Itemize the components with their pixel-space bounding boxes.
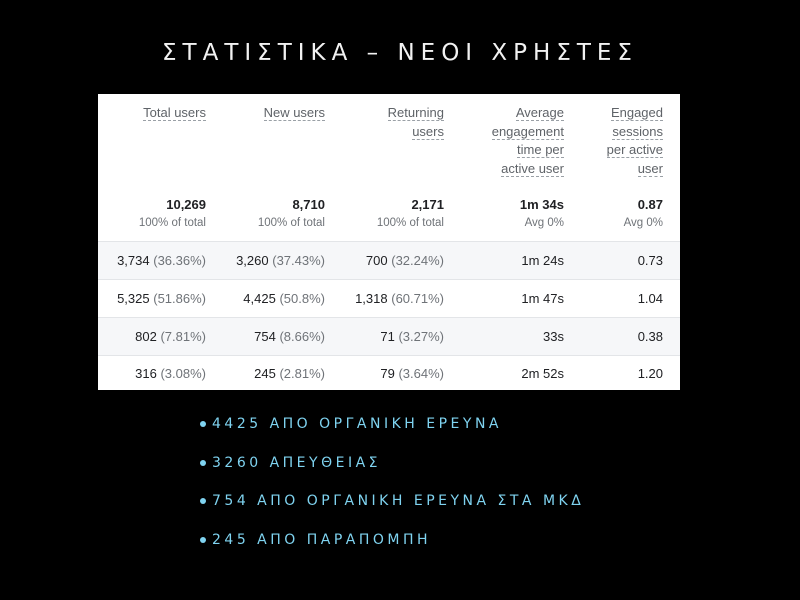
column-header-label: sessions — [612, 123, 663, 139]
total-subtext: 100% of total — [257, 217, 325, 229]
cell-returning-users: 79 (3.64%) — [380, 365, 444, 381]
column-header-label: active user — [501, 160, 564, 176]
column-header-label: users — [412, 123, 444, 139]
cell-engaged-sessions: 1.20 — [637, 365, 663, 381]
cell-new-users: 3,260 (37.43%) — [236, 253, 325, 268]
column-header-label: New users — [263, 105, 325, 120]
table-header — [98, 94, 680, 241]
cell-total-users: 802 (7.81%) — [135, 329, 206, 344]
bullet-text: 754 ΑΠΟ ΟΡΓΑΝΙΚΗ ΕΡΕΥΝΑ ΣΤΑ ΜΚΔ — [212, 493, 585, 510]
totals-row — [98, 196, 680, 232]
cell-avg-engagement-time: 33s — [543, 329, 564, 344]
column-header-label: Engaged — [610, 105, 663, 120]
summary-bullet-list — [200, 405, 584, 559]
users-stats-table — [98, 94, 680, 390]
bullet-item — [200, 482, 584, 521]
column-header-label: per active — [606, 142, 663, 157]
cell-new-users: 4,425 (50.8%) — [243, 291, 325, 306]
table-row[interactable] — [98, 279, 680, 317]
cell-avg-engagement-time: 2m 52s — [521, 365, 564, 381]
total-cell — [564, 196, 663, 232]
bullet-dot-icon — [200, 498, 206, 504]
total-subtext: Avg 0% — [623, 217, 663, 229]
total-value: 0.87 — [637, 197, 663, 212]
cell-returning-users: 700 (32.24%) — [365, 253, 444, 268]
bullet-dot-icon — [200, 460, 206, 466]
cell-returning-users: 1,318 (60.71%) — [355, 291, 444, 306]
column-header-label: Average — [515, 105, 564, 120]
bullet-text: 4425 ΑΠΟ ΟΡΓΑΝΙΚΗ ΕΡΕΥΝΑ — [212, 416, 502, 433]
cell-avg-engagement-time: 1m 24s — [521, 253, 564, 268]
bullet-item — [200, 521, 584, 560]
column-header-label: engagement — [491, 123, 564, 139]
bullet-item — [200, 444, 584, 483]
cell-avg-engagement-time: 1m 47s — [521, 291, 564, 306]
total-cell — [98, 196, 206, 232]
bullet-dot-icon — [200, 421, 206, 427]
column-header-label: user — [637, 160, 663, 176]
column-header-label: Total users — [143, 105, 206, 120]
total-value: 2,171 — [411, 197, 444, 212]
total-value: 10,269 — [166, 197, 206, 212]
table-row[interactable] — [98, 241, 680, 279]
column-header-label: time per — [517, 142, 564, 157]
total-cell — [206, 196, 325, 232]
cell-returning-users: 71 (3.27%) — [380, 329, 444, 344]
cell-total-users: 316 (3.08%) — [135, 365, 206, 381]
total-value: 8,710 — [292, 197, 325, 212]
total-subtext: 100% of total — [138, 217, 206, 229]
table-row[interactable] — [98, 355, 680, 390]
bullet-text: 3260 ΑΠΕΥΘΕΙΑΣ — [212, 454, 381, 471]
total-cell — [325, 196, 444, 232]
cell-engaged-sessions: 0.73 — [637, 253, 663, 268]
total-subtext: Avg 0% — [524, 217, 564, 229]
cell-new-users: 754 (8.66%) — [254, 329, 325, 344]
total-cell — [444, 196, 564, 232]
bullet-item — [200, 405, 584, 444]
table-row[interactable] — [98, 317, 680, 355]
total-value: 1m 34s — [519, 197, 564, 212]
cell-engaged-sessions: 0.38 — [637, 329, 663, 344]
total-subtext: 100% of total — [376, 217, 444, 229]
cell-new-users: 245 (2.81%) — [254, 365, 325, 381]
bullet-text: 245 ΑΠΟ ΠΑΡΑΠΟΜΠΗ — [212, 531, 432, 548]
cell-total-users: 3,734 (36.36%) — [117, 253, 206, 268]
cell-total-users: 5,325 (51.86%) — [117, 291, 206, 306]
slide-title: ΣΤΑΤΙΣΤΙΚΑ – ΝΕΟΙ ΧΡΗΣΤΕΣ — [162, 40, 638, 66]
column-header-label: Returning — [387, 105, 444, 120]
bullet-dot-icon — [200, 537, 206, 543]
cell-engaged-sessions: 1.04 — [637, 291, 663, 306]
